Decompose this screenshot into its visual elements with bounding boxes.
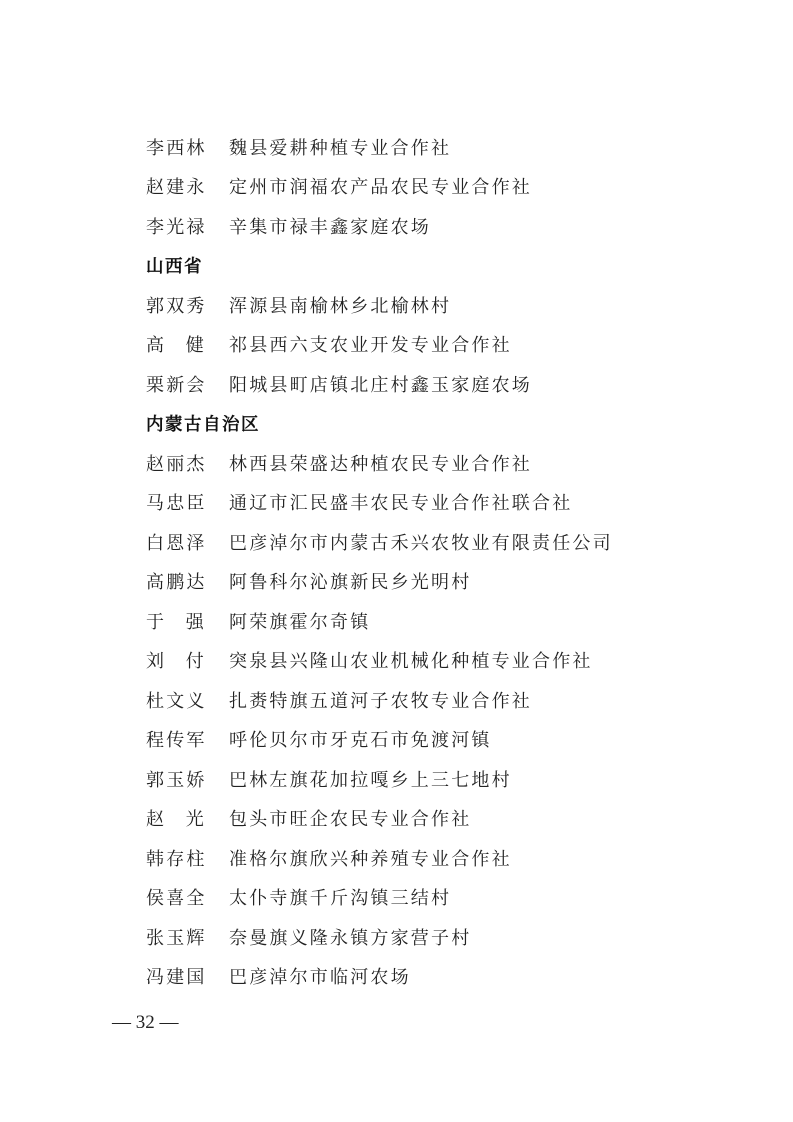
list-item — [146, 641, 746, 681]
list-item — [146, 483, 746, 523]
organization: 突泉县兴隆山农业机械化种植专业合作社 — [229, 651, 593, 673]
list-item — [146, 285, 746, 325]
person-name: 杜文义 — [146, 690, 207, 712]
person-name: 郭玉娇 — [146, 769, 207, 791]
person-name: 张玉辉 — [146, 927, 207, 949]
organization: 阿鲁科尔沁旗新民乡光明村 — [229, 572, 472, 594]
list-item — [146, 838, 746, 878]
list-item — [146, 720, 746, 760]
list-item — [146, 522, 746, 562]
award-list — [146, 127, 746, 996]
person-name: 韩存柱 — [146, 848, 207, 870]
page-number: — 32 — — [112, 1012, 179, 1033]
list-item — [146, 759, 746, 799]
person-name: 高健 — [146, 335, 206, 357]
list-item — [146, 325, 746, 365]
list-item — [146, 799, 746, 839]
organization: 阳城县町店镇北庄村鑫玉家庭农场 — [229, 374, 532, 396]
organization: 定州市润福农产品农民专业合作社 — [229, 177, 532, 199]
person-name: 栗新会 — [146, 374, 207, 396]
organization: 浑源县南榆林乡北榆林村 — [229, 295, 452, 317]
list-item — [146, 127, 746, 167]
organization: 呼伦贝尔市牙克石市免渡河镇 — [229, 730, 492, 752]
list-item — [146, 364, 746, 404]
organization: 扎赉特旗五道河子农牧专业合作社 — [229, 690, 532, 712]
organization: 辛集市禄丰鑫家庭农场 — [229, 216, 431, 238]
organization: 林西县荣盛达种植农民专业合作社 — [229, 453, 532, 475]
organization: 准格尔旗欣兴种养殖专业合作社 — [229, 848, 512, 870]
list-item — [146, 878, 746, 918]
organization: 通辽市汇民盛丰农民专业合作社联合社 — [229, 493, 573, 515]
organization: 祁县西六支农业开发专业合作社 — [229, 335, 512, 357]
person-name: 白恩泽 — [146, 532, 207, 554]
organization: 巴彦淖尔市内蒙古禾兴农牧业有限责任公司 — [229, 532, 613, 554]
list-item — [146, 443, 746, 483]
organization: 阿荣旗霍尔奇镇 — [229, 611, 371, 633]
person-name: 程传军 — [146, 730, 207, 752]
list-item — [146, 562, 746, 602]
province-heading: 山西省 — [146, 256, 203, 277]
list-item — [146, 680, 746, 720]
organization: 包头市旺企农民专业合作社 — [229, 809, 472, 831]
organization: 巴林左旗花加拉嘎乡上三七地村 — [229, 769, 512, 791]
person-name: 高鹏达 — [146, 572, 207, 594]
person-name: 郭双秀 — [146, 295, 207, 317]
person-name: 赵光 — [146, 809, 206, 831]
province-heading: 内蒙古自治区 — [146, 414, 260, 435]
list-item — [146, 917, 746, 957]
list-item — [146, 167, 746, 207]
person-name: 李光禄 — [146, 216, 207, 238]
organization: 奈曼旗义隆永镇方家营子村 — [229, 927, 472, 949]
person-name: 赵建永 — [146, 177, 207, 199]
person-name: 刘付 — [146, 651, 206, 673]
person-name: 马忠臣 — [146, 493, 207, 515]
list-item — [146, 601, 746, 641]
person-name: 侯喜全 — [146, 888, 207, 910]
person-name: 于强 — [146, 611, 206, 633]
person-name: 赵丽杰 — [146, 453, 207, 475]
organization: 魏县爱耕种植专业合作社 — [229, 137, 452, 159]
person-name: 冯建国 — [146, 967, 207, 989]
person-name: 李西林 — [146, 137, 207, 159]
organization: 巴彦淖尔市临河农场 — [229, 967, 411, 989]
list-item — [146, 957, 746, 997]
organization: 太仆寺旗千斤沟镇三结村 — [229, 888, 452, 910]
list-item — [146, 206, 746, 246]
